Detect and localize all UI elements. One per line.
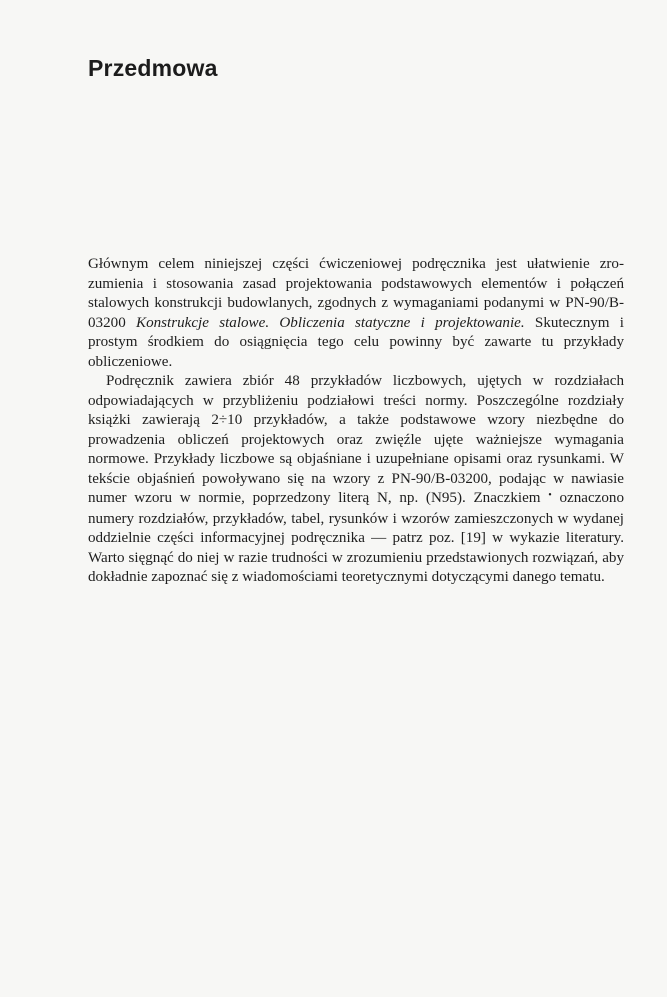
paragraph-1-text-1: Głównym celem niniejszej części ćwiczeniowej podręcznika jest ułatwienie zrozumienia i stosowania zasad projektowania podstawowych elementów i połączeń stalowych konstrukcji budowlanych, zgodnych z wymaganiami podanymi w PN-90/B-03200 bbox=[88, 256, 624, 331]
page-title: Przedmowa bbox=[88, 55, 218, 81]
paragraph-1-italic-title: Konstrukcje stalowe. Obliczenia statyczne i projektowanie. bbox=[136, 314, 525, 331]
body-text bbox=[88, 255, 624, 588]
paragraph-1 bbox=[88, 255, 624, 372]
paragraph-2-text-2: oznaczono numery rozdziałów, przykładów, tabel, rysunków i wzorów zamieszczonych w wydanej oddzielnie części informacyjnej podręcznika — patrz poz. [19] w wykazie literatury. Warto sięgnąć do niej w razie trudności w zrozumieniu przedstawionych rozwiązań, aby dokładnie zapoznać się z wiadomościami teoretycznymi dotyczącymi danego tematu. bbox=[88, 490, 624, 585]
paragraph-1-text-2: Skutecznym i prostym środkiem do osiągnięcia tego celu powinny być zawarte tu przykłady obliczeniowe. bbox=[88, 314, 624, 370]
paragraph-2 bbox=[88, 372, 624, 588]
bullet-mark: • bbox=[548, 490, 552, 501]
paragraph-2-text-1: Podręcznik zawiera zbiór 48 przykładów liczbowych, ujętych w rozdziałach odpowiadających w przybliżeniu podziałowi treści normy. Poszczególne rozdziały książki zawierają 2÷10 przykładów, a także podstawowe wzory niezbędne do prowadzenia obliczeń projektowych oraz zwięźle ujęte ważniejsze wymagania normowe. Przykłady liczbowe są objaśniane i uzupełniane opisami oraz rysunkami. W tekście objaśnień powoływano się na wzory z PN-90/B-03200, podając w nawiasie numer wzoru w normie, poprzedzony literą N, np. (N95). Znaczkiem bbox=[88, 373, 624, 506]
